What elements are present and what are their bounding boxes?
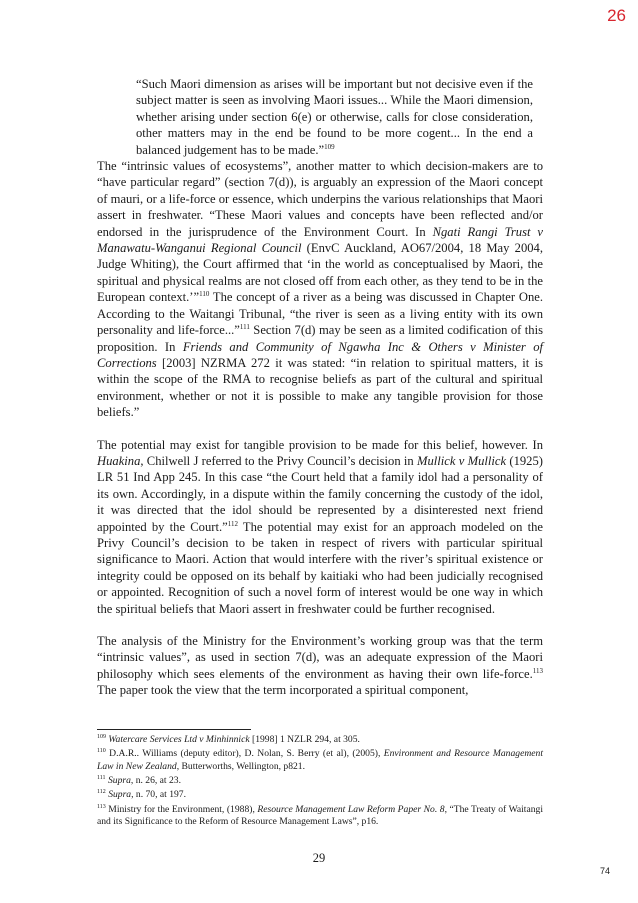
side-page-number: 74 bbox=[599, 866, 610, 876]
paragraph-intrinsic-values: The “intrinsic values of ecosystems”, another matter to which decision-makers are to “have particular regard” (section 7(d)), is arguably an expression of the Maori concept of mauri, or a life-force or essence, which underpins the various relationships that Maori assert in freshwater. “These Maori values and concepts have been reflected and/or endorsed in the jurisprudence of the Environment Court. In Ngati Rangi Trust v Manawatu-Wanganui Regional Council (EnvC Auckland, AO67/2004, 18 May 2004, Judge Whiting), the Court affirmed that ‘in the world as conceptualised by Maori, the spiritual and physical realms are not closed off from each other, as they tend to be in the European context.’”$^{110}$ The concept of a river as a being was discussed in Chapter One. According to the Waitangi Tribunal, “the river is seen as a living entity with its own personality and life-force...”$^{111}$ Section 7(d) may be seen as a limited codification of this proposition. In Friends and Community of Ngawha Inc & Others v Minister of Corrections [2003] NZRMA 272 it was stated: “in relation to spiritual matters, it is within the scope of the RMA to recognise beliefs as part of the cultural and spiritual environment, whether or not it is possible to make any tangible provision for those beliefs.” bbox=[97, 159, 544, 420]
page-corner-number: 26 bbox=[607, 6, 626, 25]
footnote-ref[interactable]: 109 bbox=[324, 142, 335, 151]
page-number: 29 bbox=[312, 851, 326, 865]
paragraph-tangible-provision: The potential may exist for tangible provision to be made for this belief, however. In Huakina, Chilwell J referred to the Privy Council’s decision in Mullick v Mullick (1925) LR 51 Ind App 245. In this case “the Court held that a family idol had a personality of its own. Accordingly, in a dispute within the family concerning the custody of the idol, it was directed that the idol should be represented by a disinterested next friend appointed by the Court.”$^{112}$ The potential may exist for an approach modeled on the Privy Council’s decision to be taken in respect of rivers with particular spiritual significance to Maori. Action that would interfere with the river’s spiritual existence or integrity could be opposed on its behalf by kaitiaki who had been judicially recognised or appointed. Recognition of such a novel form of interest would be one way in which the spiritual beliefs that Maori assert in freshwater could be further recognised. bbox=[97, 437, 544, 616]
footnote-109: $^{109}$ Watercare Services Ltd v Minhinnick [1998] 1 NZLR 294, at 305. bbox=[97, 733, 360, 745]
footnote-111: $^{111}$ Supra, n. 26, at 23. bbox=[97, 774, 181, 787]
footnote-ref[interactable]: 112 bbox=[227, 519, 238, 528]
block-quote: “Such Maori dimension as arises will be important but not decisive even if the subject matter is seen as involving Maori issues... While the Maori dimension, whether arising under section 6(e) or otherwise, calls for close consideration, other matters may in the end be found to be more cogent... In the end a balanced judgement has to be made.”$^{109}$ bbox=[136, 77, 533, 157]
body-text bbox=[97, 76, 543, 699]
footnote-112: $^{112}$ Supra, n. 70, at 197. bbox=[97, 789, 187, 801]
footnote-ref[interactable]: 111 bbox=[239, 322, 250, 331]
footnotes bbox=[97, 734, 543, 831]
footnote-113: $^{113}$ Ministry for the Environment, (1988), Resource Management Law Reform Paper No. 8, “The Treaty of Waitangi and its Significance to the Reform of Resource Management Laws”, p16. bbox=[97, 803, 543, 828]
footnote-ref[interactable]: 110 bbox=[199, 290, 210, 299]
footnote-divider bbox=[97, 729, 251, 730]
footnote-ref[interactable]: 113 bbox=[532, 666, 543, 675]
paragraph-ministry-analysis: The analysis of the Ministry for the Environment’s working group was that the term “intrinsic values”, as used in section 7(d), was an adequate expression of the Maori philosophy which sees elements of the environment as having their own life-force.$^{113}$ The paper took the view that the term incorporated a spiritual component, bbox=[97, 634, 543, 698]
footnote-110: $^{110}$ D.A.R.. Williams (deputy editor), D. Nolan, S. Berry (et al), (2005), Environment and Resource Management Law in New Zealand, Butterworths, Wellington, p821. bbox=[97, 748, 543, 772]
